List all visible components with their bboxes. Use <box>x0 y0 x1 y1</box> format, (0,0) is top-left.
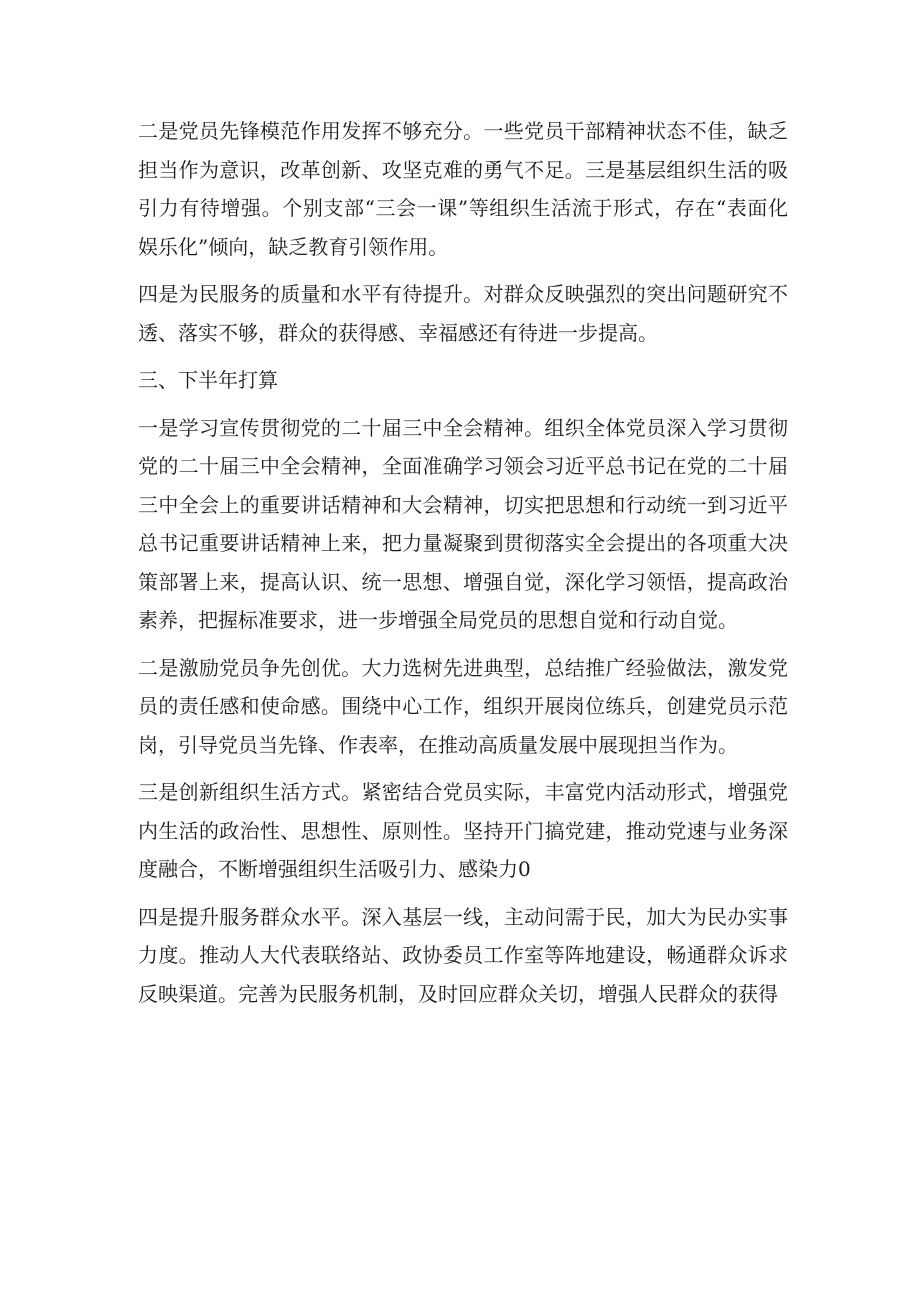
paragraph-plan-2: 二是激励党员争先创优。大力选树先进典型，总结推广经验做法，激发党员的责任感和使命感。围绕中心工作，组织开展岗位练兵，创建党员示范岗，引导党员当先锋、作表率，在推动高质量发展中展现担当作为。 <box>138 655 788 757</box>
document-body <box>138 112 788 1022</box>
paragraph-plan-1: 一是学习宣传贯彻党的二十届三中全会精神。组织全体党员深入学习贯彻党的二十届三中全会精神，全面准确学习领会习近平总书记在党的二十届三中全会上的重要讲话精神和大会精神，切实把思想和行动统一到习近平总书记重要讲话精神上来，把力量凝聚到贯彻落实全会提出的各项重大决策部署上来，提高认识、统一思想、增强自觉，深化学习领悟，提高政治素养，把握标准要求，进一步增强全局党员的思想自觉和行动自觉。 <box>138 415 788 632</box>
section-heading-plans: 三、下半年打算 <box>138 368 278 392</box>
paragraph-shortcomings-4: 四是为民服务的质量和水平有待提升。对群众反映强烈的突出问题研究不透、落实不够，群众的获得感、幸福感还有待进一步提高。 <box>138 282 788 345</box>
paragraph-plan-4: 四是提升服务群众水平。深入基层一线，主动问需于民，加大为民办实事力度。推动人大代表联络站、政协委员工作室等阵地建设，畅通群众诉求反映渠道。完善为民服务机制，及时回应群众关切，增强人民群众的获得 <box>138 904 788 1006</box>
paragraph-plan-3: 三是创新组织生活方式。紧密结合党员实际，丰富党内活动形式，增强党内生活的政治性、思想性、原则性。坚持开门搞党建，推动党速与业务深度融合，不断增强组织生活吸引力、感染力0 <box>138 780 788 881</box>
paragraph-shortcomings-2-3: 二是党员先锋模范作用发挥不够充分。一些党员干部精神状态不佳，缺乏担当作为意识，改革创新、攻坚克难的勇气不足。三是基层组织生活的吸引力有待增强。个别支部“三会一课”等组织生活流于形式，存在“表面化娱乐化”倾向，缺乏教育引领作用。 <box>138 119 788 259</box>
